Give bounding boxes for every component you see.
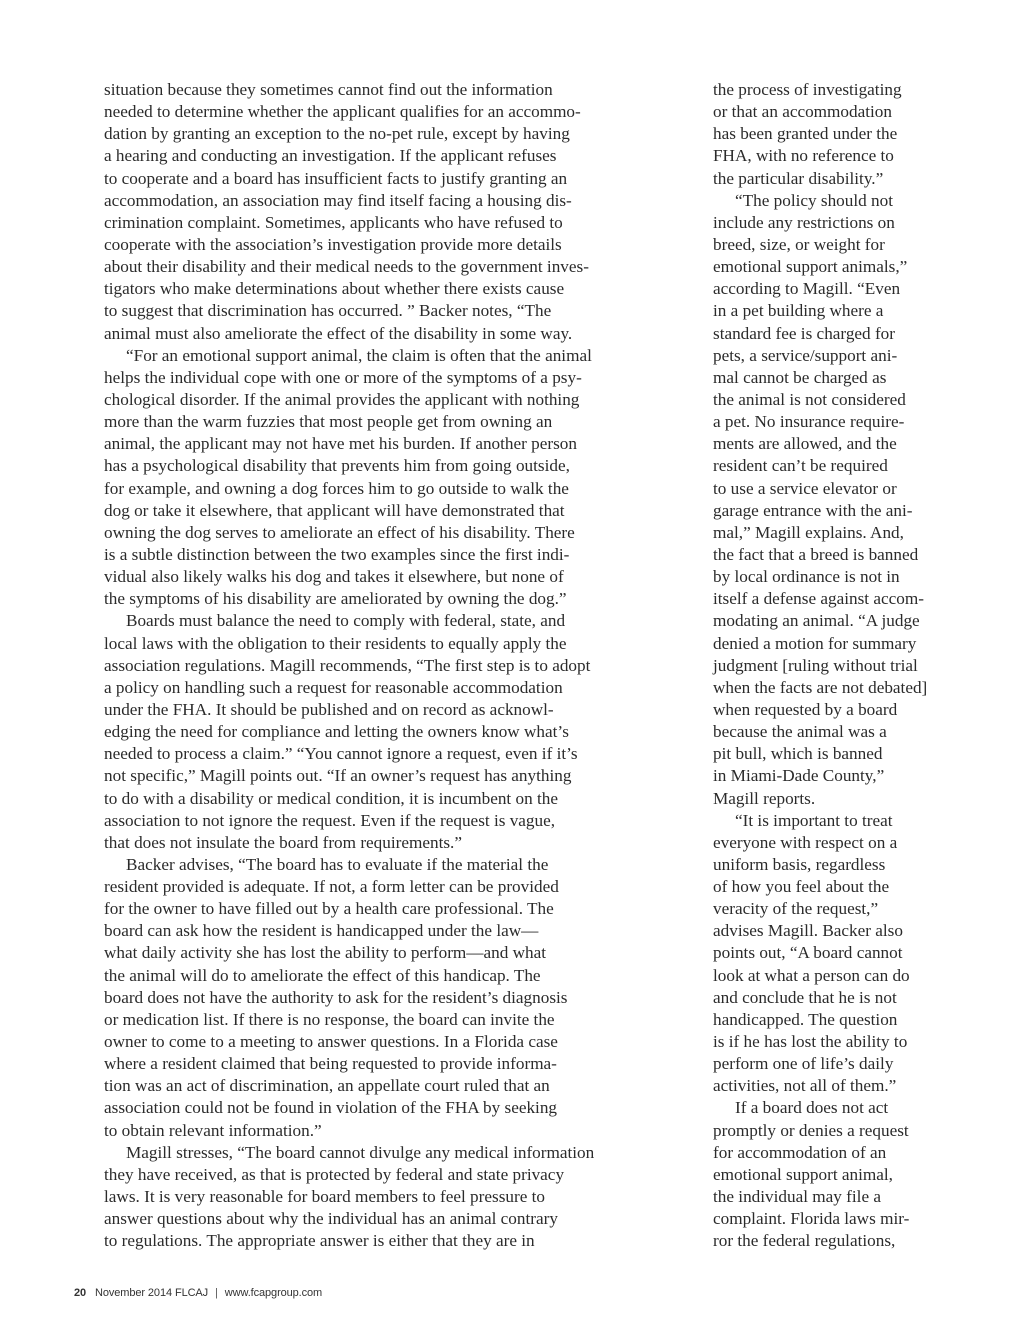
- text-line: everyone with respect on a: [713, 832, 898, 852]
- text-line: to do with a disability or medical condition, it is incumbent on the: [104, 788, 558, 808]
- text-line: to cooperate and a board has insufficient facts to justify granting an: [104, 168, 568, 188]
- text-line: under the FHA. It should be published and on record as acknowl-: [104, 699, 554, 719]
- text-line: ror the federal regulations,: [713, 1231, 896, 1251]
- text-line: “It is important to treat: [735, 810, 893, 830]
- text-line: advises Magill. Backer also: [713, 921, 903, 941]
- text-line: where a resident claimed that being requested to provide informa-: [104, 1054, 557, 1074]
- text-line: points out, “A board cannot: [713, 943, 903, 963]
- text-line: in a pet building where a: [713, 301, 884, 321]
- text-line: when requested by a board: [713, 699, 898, 719]
- text-line: situation because they sometimes cannot find out the information: [104, 80, 553, 99]
- text-line: helps the individual cope with one or more of the symptoms of a psy-: [104, 367, 582, 387]
- text-line: the fact that a breed is banned: [713, 544, 919, 564]
- text-line: the animal will do to ameliorate the effect of this handicap. The: [104, 965, 541, 985]
- text-line: promptly or denies a request: [713, 1120, 909, 1140]
- text-line: denied a motion for summary: [713, 633, 917, 653]
- text-line: to regulations. The appropriate answer is either that they are in: [104, 1231, 535, 1251]
- text-line: the particular disability.”: [713, 168, 884, 188]
- text-line: owning the dog serves to ameliorate an effect of his disability. There: [104, 522, 575, 542]
- page-number: 20: [74, 1287, 87, 1299]
- text-line: local laws with the obligation to their residents to equally apply the: [104, 633, 567, 653]
- text-line: the process of investigating: [713, 80, 902, 99]
- text-line: what daily activity she has lost the ability to perform—and what: [104, 943, 546, 963]
- text-line: pit bull, which is banned: [713, 744, 883, 764]
- text-line: standard fee is charged for: [713, 323, 895, 343]
- text-line: activities, not all of them.”: [713, 1076, 897, 1096]
- text-line: to use a service elevator or: [713, 478, 897, 498]
- text-line: edging the need for compliance and letting the owners know what’s: [104, 722, 569, 742]
- text-line: emotional support animals,”: [713, 257, 908, 277]
- text-line: is a subtle distinction between the two examples since the first indi-: [104, 544, 570, 564]
- text-line: that does not insulate the board from requirements.”: [104, 832, 462, 852]
- text-line: owner to come to a meeting to answer questions. In a Florida case: [104, 1032, 558, 1052]
- text-line: uniform basis, regardless: [713, 854, 886, 874]
- text-line: or medication list. If there is no response, the board can invite the: [104, 1009, 555, 1029]
- text-line: Boards must balance the need to comply with federal, state, and: [126, 611, 566, 631]
- text-line: crimination complaint. Sometimes, applicants who have refused to: [104, 212, 563, 232]
- text-line: for example, and owning a dog forces him to go outside to walk the: [104, 478, 569, 498]
- text-line: laws. It is very reasonable for board members to feel pressure to: [104, 1187, 545, 1207]
- text-line: cooperate with the association’s investigation provide more details: [104, 234, 562, 254]
- text-line: in Miami-Dade County,”: [713, 766, 885, 786]
- text-line: board does not have the authority to ask for the resident’s diagnosis: [104, 987, 568, 1007]
- text-line: “The policy should not: [735, 190, 894, 210]
- text-line: Magill stresses, “The board cannot divulge any medical information: [126, 1142, 595, 1162]
- text-line: judgment [ruling without trial: [713, 655, 918, 675]
- text-line: If a board does not act: [735, 1098, 889, 1118]
- text-line: pets, a service/support ani-: [713, 345, 898, 365]
- text-line: to suggest that discrimination has occurred. ” Backer notes, “The: [104, 301, 552, 321]
- text-line: when the facts are not debated]: [713, 677, 928, 697]
- text-line: ments are allowed, and the: [713, 434, 897, 454]
- text-line: association regulations. Magill recommends, “The first step is to adopt: [104, 655, 591, 675]
- text-line: FHA, with no reference to: [713, 146, 894, 166]
- text-line: the symptoms of his disability are ameliorated by owning the dog.”: [104, 589, 567, 609]
- text-line: according to Magill. “Even: [713, 279, 901, 299]
- text-line: Backer advises, “The board has to evaluate if the material the: [126, 854, 549, 874]
- text-line: about their disability and their medical needs to the government inves-: [104, 257, 589, 277]
- text-line: and conclude that he is not: [713, 987, 897, 1007]
- text-line: animal must also ameliorate the effect of the disability in some way.: [104, 323, 573, 343]
- text-line: is if he has lost the ability to: [713, 1032, 908, 1052]
- text-line: resident can’t be required: [713, 456, 888, 476]
- text-line: complaint. Florida laws mir-: [713, 1209, 910, 1229]
- text-line: not specific,” Magill points out. “If an owner’s request has anything: [104, 766, 572, 786]
- text-line: veracity of the request,”: [713, 899, 879, 919]
- text-line: garage entrance with the ani-: [713, 500, 913, 520]
- text-line: “For an emotional support animal, the claim is often that the animal: [126, 345, 592, 365]
- text-line: mal cannot be charged as: [713, 367, 887, 387]
- text-line: association could not be found in violation of the FHA by seeking: [104, 1098, 558, 1118]
- text-line: board can ask how the resident is handicapped under the law—: [104, 921, 539, 941]
- text-line: has a psychological disability that prevents him from going outside,: [104, 456, 570, 476]
- text-line: handicapped. The question: [713, 1009, 898, 1029]
- text-line: Magill reports.: [713, 788, 816, 808]
- text-line: itself a defense against accom-: [713, 589, 924, 609]
- text-line: more than the warm fuzzies that most people get from owning an: [104, 412, 553, 432]
- text-line: tion was an act of discrimination, an appellate court ruled that an: [104, 1076, 550, 1096]
- text-line: for accommodation of an: [713, 1142, 887, 1162]
- text-line: mal,” Magill explains. And,: [713, 522, 904, 542]
- website-link[interactable]: www.fcapgroup.com: [224, 1287, 323, 1299]
- text-line: of how you feel about the: [713, 877, 890, 897]
- text-line: a policy on handling such a request for reasonable accommodation: [104, 677, 563, 697]
- text-line: chological disorder. If the animal provides the applicant with nothing: [104, 389, 580, 409]
- text-line: breed, size, or weight for: [713, 234, 885, 254]
- text-line: because the animal was a: [713, 722, 887, 742]
- text-line: look at what a person can do: [713, 965, 910, 985]
- text-line: dog or take it elsewhere, that applicant will have demonstrated that: [104, 500, 565, 520]
- text-line: resident provided is adequate. If not, a form letter can be provided: [104, 877, 559, 897]
- side-text-column: [713, 79, 963, 1252]
- text-line: a pet. No insurance require-: [713, 412, 905, 432]
- text-line: tigators who make determinations about whether there exists cause: [104, 279, 565, 299]
- text-line: include any restrictions on: [713, 212, 895, 232]
- text-line: the individual may file a: [713, 1187, 882, 1207]
- text-line: the animal is not considered: [713, 389, 906, 409]
- page-footer: [74, 1287, 322, 1299]
- footer-separator: |: [215, 1287, 218, 1299]
- text-line: emotional support animal,: [713, 1164, 893, 1184]
- text-line: modating an animal. “A judge: [713, 611, 920, 631]
- text-line: animal, the applicant may not have met his burden. If another person: [104, 434, 577, 454]
- publication-name: FLCAJ: [174, 1287, 209, 1299]
- text-line: needed to determine whether the applicant qualifies for an accommo-: [104, 102, 581, 122]
- text-line: to obtain relevant information.”: [104, 1120, 322, 1140]
- text-line: for the owner to have filled out by a health care professional. The: [104, 899, 554, 919]
- text-line: association to not ignore the request. Even if the request is vague,: [104, 810, 556, 830]
- main-text-column: [104, 79, 664, 1252]
- text-line: or that an accommodation: [713, 102, 892, 122]
- text-line: answer questions about why the individual has an animal contrary: [104, 1209, 558, 1229]
- text-line: needed to process a claim.” “You cannot ignore a request, even if it’s: [104, 744, 578, 764]
- issue-date: November 2014: [95, 1287, 172, 1299]
- text-line: perform one of life’s daily: [713, 1054, 894, 1074]
- text-line: they have received, as that is protected by federal and state privacy: [104, 1164, 565, 1184]
- text-line: accommodation, an association may find itself facing a housing dis-: [104, 190, 572, 210]
- text-line: vidual also likely walks his dog and takes it elsewhere, but none of: [104, 567, 564, 587]
- text-line: by local ordinance is not in: [713, 567, 900, 587]
- text-line: a hearing and conducting an investigation. If the applicant refuses: [104, 146, 557, 166]
- text-line: dation by granting an exception to the no-pet rule, except by having: [104, 124, 570, 144]
- text-line: has been granted under the: [713, 124, 898, 144]
